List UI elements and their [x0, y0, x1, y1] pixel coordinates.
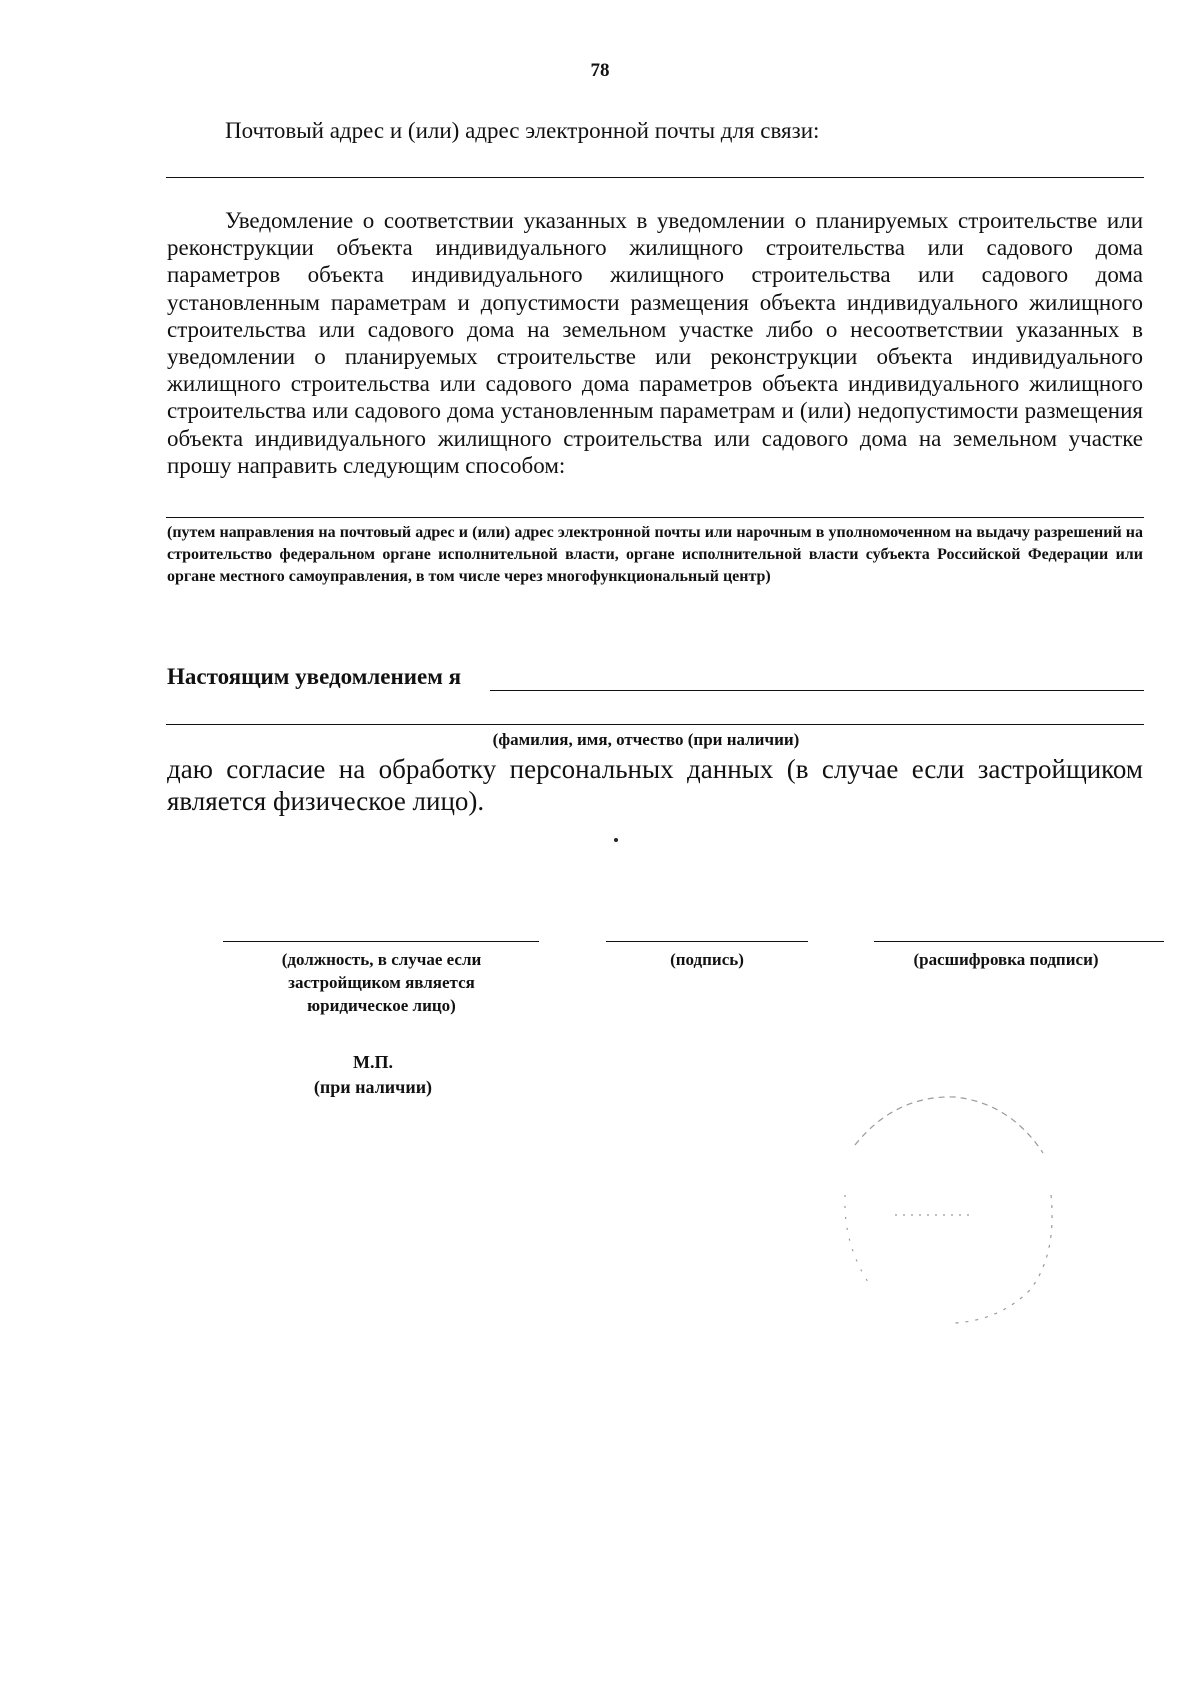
address-label: Почтовый адрес и (или) адрес электронной почты для связи: — [225, 118, 820, 143]
stamp-note: (при наличии) — [313, 1077, 433, 1097]
delivery-method-field-line[interactable] — [166, 517, 1144, 518]
applicant-name-field-line[interactable] — [490, 690, 1144, 691]
faint-seal-icon — [825, 1085, 1075, 1335]
position-field-line[interactable] — [223, 941, 539, 942]
consent-text: даю согласие на обработку персональных данных (в случае если застройщиком является физическое лицо). — [167, 754, 1143, 816]
notice-label: Настоящим уведомлением я — [167, 664, 462, 689]
position-caption-line-1: (должность, в случае если — [281, 950, 482, 969]
stray-dot — [614, 838, 618, 842]
decoding-caption: (расшифровка подписи) — [913, 950, 1099, 969]
signature-caption: (подпись) — [670, 950, 744, 969]
address-field-line[interactable] — [166, 177, 1144, 178]
applicant-name-field-line-2[interactable] — [166, 724, 1144, 725]
fio-caption: (фамилия, имя, отчество (при наличии) — [492, 730, 800, 749]
delivery-method-caption: (путем направления на почтовый адрес и (или) адрес электронной почты или нарочным в уполномоченном на выдачу разрешений на строительство федеральном органе исполнительной власти, органе исполнительной власти субъекта Российской Федерации или органе местного самоуправления, в том числе через многофункциональный центр) — [167, 524, 1143, 585]
stamp-label: М.П. — [353, 1052, 393, 1072]
page-number: 78 — [590, 60, 610, 81]
position-caption-line-2: застройщиком является — [288, 973, 475, 992]
decoding-field-line[interactable] — [874, 941, 1164, 942]
main-paragraph: Уведомление о соответствии указанных в уведомлении о планируемых строительстве или реконструкции объекта индивидуального жилищного строительства или садового дома параметров объекта индивидуального жилищного строительства или садового дома установленным параметрам и допустимости размещения объекта индивидуального жилищного строительства или садового дома на земельном участке либо о несоответствии указанных в уведомлении о планируемых строительстве или реконструкции объекта индивидуального жилищного строительства или садового дома параметров объекта индивидуального жилищного строительства или садового дома установленным параметрам и (или) недопустимости размещения объекта индивидуального жилищного строительства или садового дома на земельном участке прошу направить следующим способом: — [167, 208, 1143, 478]
position-caption — [240, 948, 523, 1017]
stamp-block — [298, 1050, 448, 1100]
position-caption-line-3: юридическое лицо) — [307, 996, 456, 1015]
signature-field-line[interactable] — [606, 941, 808, 942]
